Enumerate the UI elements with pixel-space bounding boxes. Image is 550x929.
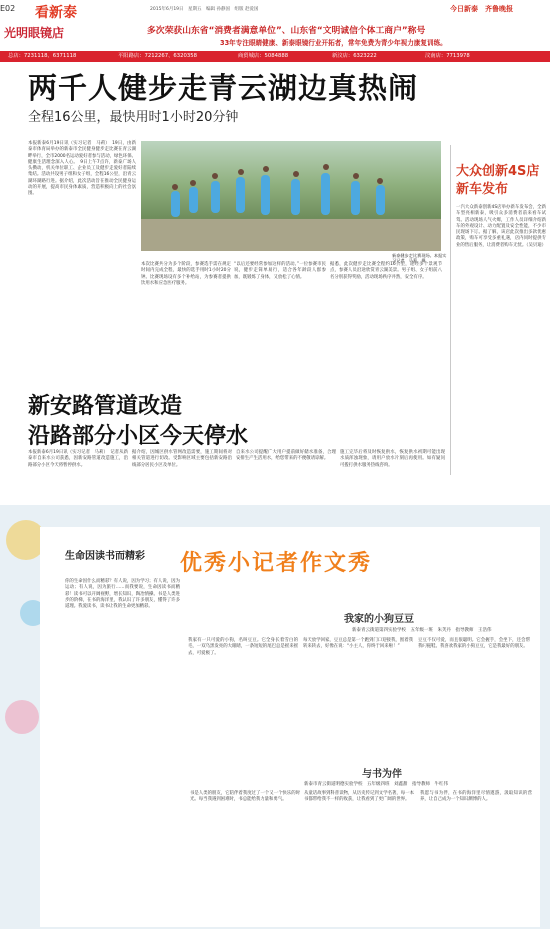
article2-headline-line1: 新安路管道改造 xyxy=(28,394,183,419)
ad-branch-bar xyxy=(0,51,550,62)
essay3-column: 我愿与书为伴，在书的海洋里尽情遨游，汲取知识的营养，让自己成为一个知识渊博的人。 xyxy=(420,791,532,803)
sidebar-headline: 大众创新4S店新车发布 xyxy=(456,164,540,197)
article2-column: 施工完毕后将及时恢复供水，恢复供水初期可能出现水质浑浊现象，请用户放水片刻后再使用。如有疑问可拨打供水服务热线咨询。 xyxy=(340,450,445,468)
section-banner: 优秀小记者作文秀 xyxy=(180,551,373,576)
essay3-column: 书是人类的朋友，它陪伴着我度过了一个又一个快乐的时光。每当我遇到困难时，书总能给我力量和勇气。 xyxy=(190,791,300,803)
essay3-column: 从童话故事到科普读物，从历史传记到文学名著，每一本书都带给我不一样的收获，让我看到了更广阔的世界。 xyxy=(304,791,414,803)
branch-item: 平阳路店：7212267、6320358 xyxy=(118,53,197,59)
article1-column: 据悉，此次健步走比赛全程约16公里，途经多个景观节点，参赛人员沿途欣赏青云湖美景。男子组、女子组前八名分别获得奖励，活动现场秩序井然，安全有序。 xyxy=(330,262,442,280)
article1-column: “以后还要经常参加这样的活动。”一位参赛市民说，健步走简单易行，适合各年龄段人群参加，既锻炼了身体，又放松了心情。 xyxy=(234,262,326,280)
sidebar-body: 一汽大众新泰创新4S店举办新车发布会，全新车型亮相新泰，吸引众多消费者前来看车试驾。活动现场人气火爆，工作人员详细介绍新车的外观设计、动力配置及安全性能，不少市民现场下订。据了解，该店此次推出多款优惠政策，购车可享受多重礼遇，店内同时提供专业的售后服务，让消费者购车无忧。（吴贝迪） xyxy=(456,205,547,248)
article2-headline-line2: 沿路部分小区今天停水 xyxy=(28,424,249,449)
ad-store-logo: 光明眼镜店 xyxy=(4,26,65,40)
section-title: 看新泰 xyxy=(35,5,77,21)
photo-caption: 新泰健步走比赛现场。本报实习记者 马莉 摄 xyxy=(392,253,447,264)
essay2-column: 豆豆不仅可爱，而且很聪明。它会握手，会坐下，还会帮我叼拖鞋。我喜欢我家的小狗豆豆，它是我最好的朋友。 xyxy=(418,638,530,650)
newspaper-logo: 今日新泰 齐鲁晚报 xyxy=(450,5,513,13)
essay3-title: 与书为伴 xyxy=(362,769,402,780)
branch-item: 总店：7231118、6371118 xyxy=(8,53,77,59)
article2-column: 本报新泰6月19日讯（实习记者 马莉） 记者从新泰市自来水公司获悉，因新安路管道改造施工，沿路部分小区今天将暂停供水。 xyxy=(28,450,128,468)
essay2-title: 我家的小狗豆豆 xyxy=(344,614,414,625)
decor-circle xyxy=(5,700,39,734)
article1-column: 本报新泰6月19日讯（实习记者 马莉） 19日，由新泰市体育局举办的新泰市全民健身健步走比赛在青云湖畔举行，全市2000名运动爱好者参与活动，绿色环保、健康生活理念深入人心。 9日上午7点许，新泰广场人头攒动，机关单位职工、企业员工及健步走爱好者陆续集结。活动共设男子组和女子组，全程16公里，沿青云湖环湖路行进。据介绍，此次活动旨在推动全民健身运动的开展，提高市民身体素质，营造积极向上的社会氛围。 xyxy=(28,141,136,197)
essay1-body: 你的生命因什么而精彩？有人说，因为学习；有人说，因为运动；有人说，因为旅行……而我要说，生命因读书而精彩！读书可以开阔视野，增长知识，陶冶情操。书是人类进步的阶梯，在书的海洋里，我认识了许多朋友，懂得了许多道理。我爱读书，读书让我的生命更加精彩。 xyxy=(65,579,180,610)
branch-item: 商贸城店：5084888 xyxy=(238,53,289,59)
column-divider xyxy=(450,145,451,475)
branch-item: 新汶店：6323222 xyxy=(332,53,377,59)
ad-headline: 多次荣获山东省“消费者满意单位”、山东省“文明诚信个体工商户”称号 xyxy=(147,26,426,36)
running-event-photo xyxy=(141,141,441,251)
article1-headline: 两千人健步走青云湖边真热闹 xyxy=(28,71,419,105)
branch-item: 汶南店：7713978 xyxy=(425,53,470,59)
date-line: 2015年6月19日 星期五 编辑 孙静国 组版 赵爱国 xyxy=(150,7,259,12)
essay2-column: 每天放学回家，豆豆总是第一个跑到门口迎接我，围着我转来转去，好像在说：“小主人，你终于回来啦！” xyxy=(303,638,413,650)
article2-column: 自来水公司提醒广大用户提前做好储水准备，合理安排生产生活用水，给您带来的不便敬请谅解。 xyxy=(236,450,336,462)
essay1-title: 生命因读书而精彩 xyxy=(65,551,145,562)
essay2-byline: 新泰青云街道第四实验学校 五年级一班 朱芙丹 指导教师 王浩伟 xyxy=(352,628,492,633)
essay3-byline: 新泰市青云街道明德实验学校 五年级四班 刘鑫甜 指导教师 牛红伟 xyxy=(304,782,448,787)
article2-headline xyxy=(28,392,248,452)
essay2-column: 我家有一只可爱的小狗，名叫豆豆。它全身长着雪白的毛，一双乌黑发亮的大眼睛，一条短短的尾巴总是摇来摇去，可爱极了。 xyxy=(188,638,298,656)
article1-subhead: 全程16公里，最快用时1小时20分钟 xyxy=(28,110,239,125)
article2-column: 据介绍，因城区供水管网改造需要，施工期间将对相关管道进行切改。受影响区域主要包括新安路沿线部分居民小区及单位。 xyxy=(132,450,232,468)
page-number: E02 xyxy=(0,4,16,13)
article1-column: 本次比赛共分为多个阶段，参赛选手需在规定时间内完成全程，最快的选手用时1小时20分钟。比赛现场设有多个补给站，为参赛者提供饮用水和应急医疗服务。 xyxy=(141,262,231,286)
ad-tagline: 33年专注眼睛健康、新泰眼镜行业开拓者，常年免费为青少年视力康复训练。 xyxy=(220,39,447,47)
